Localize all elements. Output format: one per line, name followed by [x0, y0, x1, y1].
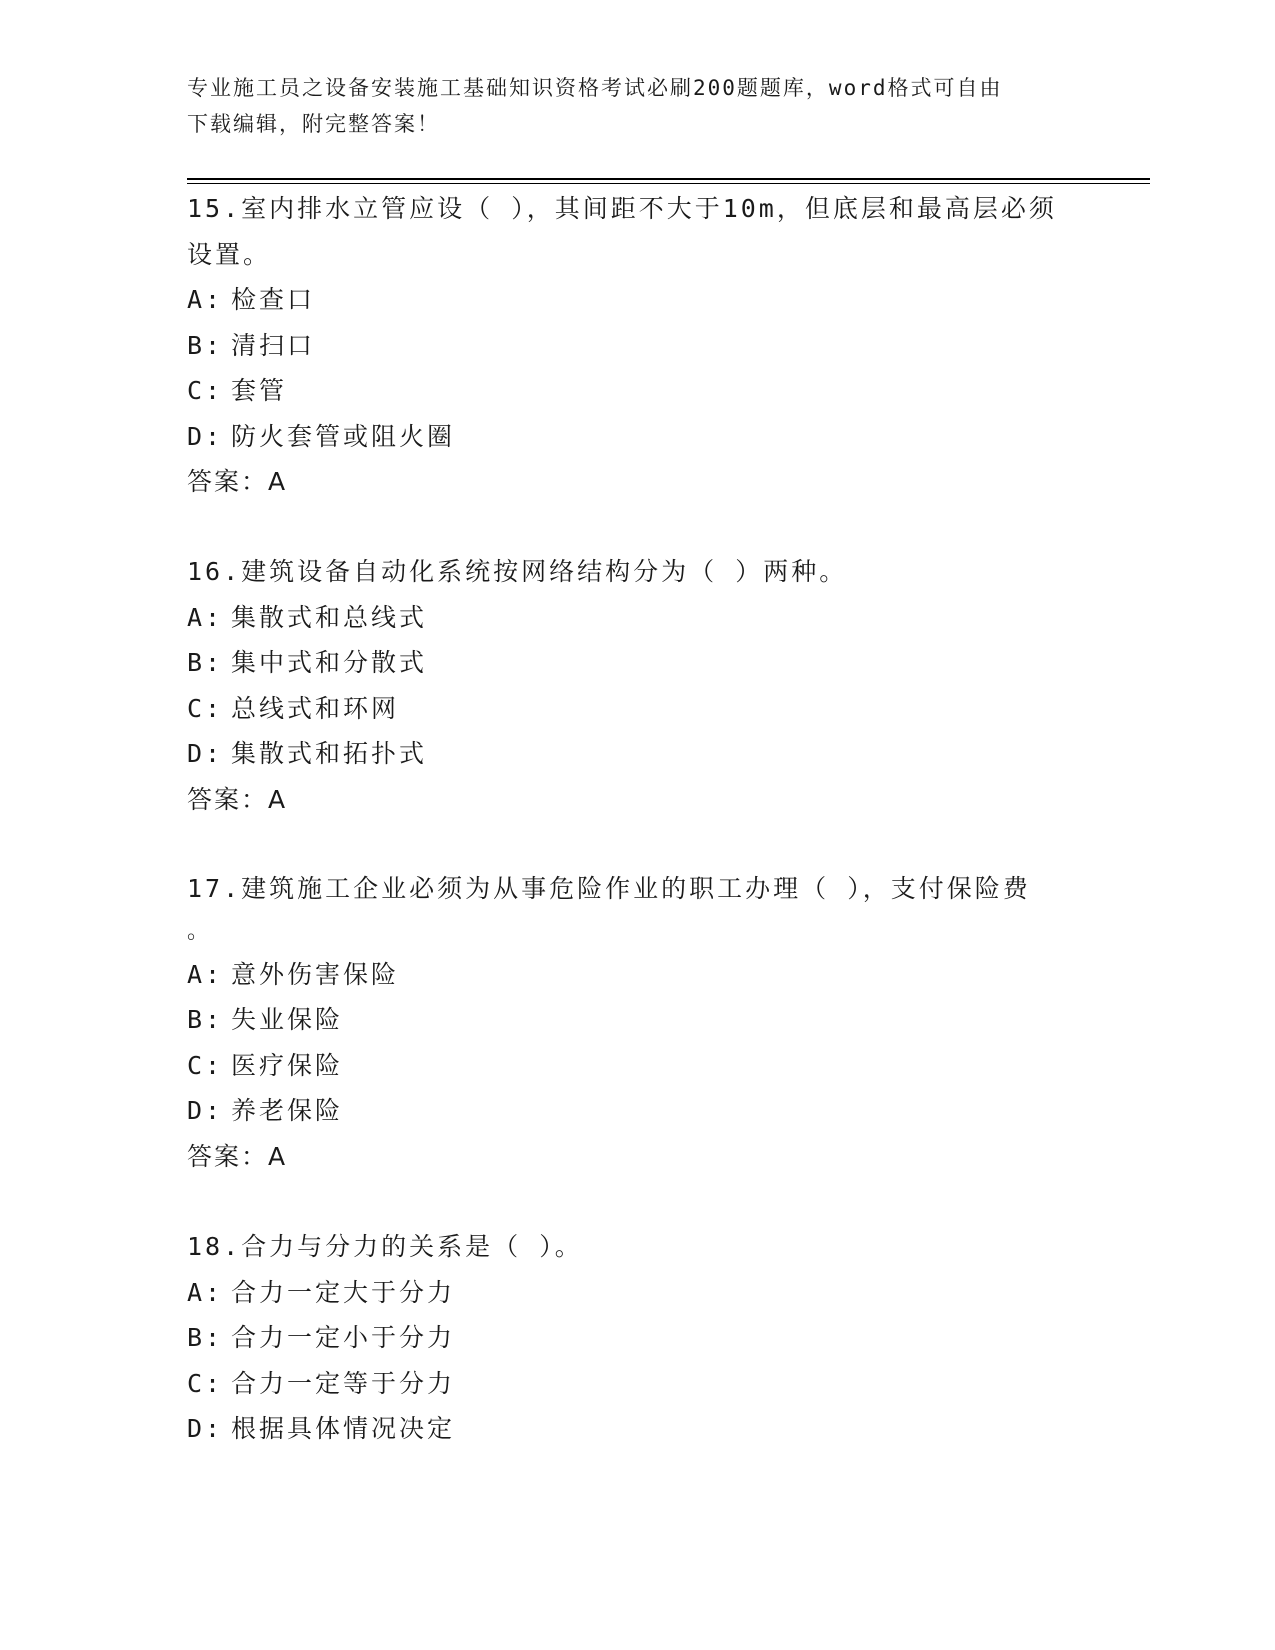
header-divider-thick [187, 178, 1150, 180]
option-a [187, 277, 1087, 323]
option-letter: B: [187, 1323, 224, 1352]
option-b [187, 640, 1087, 686]
option-d [187, 1088, 1087, 1134]
option-letter: D: [187, 421, 224, 451]
question-stem-line-1: 17.建筑施工企业必须为从事危险作业的职工办理（ ），支付保险费 [187, 874, 1031, 903]
answer-line: 答案：A [187, 467, 288, 496]
option-text: 防火套管或阻火圈 [231, 421, 456, 451]
option-letter: C: [187, 376, 224, 405]
document-header [187, 70, 1087, 142]
header-line-2: 下载编辑，附完整答案！ [187, 112, 440, 136]
question-15 [187, 186, 1087, 505]
option-a [187, 1270, 1087, 1316]
question-stem-line-2: 设置。 [187, 239, 272, 269]
option-letter: B: [187, 330, 224, 360]
option-text: 集中式和分散式 [231, 648, 428, 677]
option-letter: B: [187, 648, 224, 677]
option-text: 养老保险 [231, 1096, 344, 1125]
option-c [187, 1361, 1087, 1407]
option-text: 根据具体情况决定 [231, 1414, 456, 1443]
header-line-1: 专业施工员之设备安装施工基础知识资格考试必刷200题题库，word格式可自由 [187, 76, 1003, 100]
option-letter: D: [187, 1414, 224, 1443]
option-text: 合力一定等于分力 [231, 1368, 456, 1398]
option-a [187, 595, 1087, 641]
option-c [187, 368, 1087, 414]
option-text: 合力一定小于分力 [231, 1323, 456, 1352]
option-letter: A: [187, 1277, 224, 1307]
option-letter: C: [187, 1368, 224, 1398]
option-letter: B: [187, 1005, 224, 1034]
option-b [187, 323, 1087, 369]
question-16 [187, 549, 1087, 822]
question-stem-line-1: 18.合力与分力的关系是（ ）。 [187, 1232, 583, 1261]
option-c [187, 1043, 1087, 1089]
answer-line: 答案：A [187, 784, 288, 814]
option-letter: C: [187, 693, 224, 723]
question-17 [187, 866, 1087, 1179]
option-text: 集散式和总线式 [231, 602, 428, 632]
question-stem-line-2: 。 [187, 918, 213, 944]
option-text: 合力一定大于分力 [231, 1277, 456, 1307]
option-text: 集散式和拓扑式 [231, 739, 428, 768]
header-divider-thin [187, 183, 1150, 184]
option-text: 失业保险 [231, 1005, 344, 1034]
option-text: 总线式和环网 [231, 693, 400, 723]
option-a [187, 952, 1087, 998]
option-text: 医疗保险 [231, 1050, 344, 1080]
option-letter: A: [187, 285, 224, 314]
option-text: 检查口 [231, 285, 316, 314]
option-letter: D: [187, 1096, 224, 1125]
question-18 [187, 1224, 1087, 1452]
option-letter: D: [187, 739, 224, 768]
option-c [187, 686, 1087, 732]
question-stem-line-1: 16.建筑设备自动化系统按网络结构分为（ ）两种。 [187, 557, 848, 586]
question-stem-line-1: 15.室内排水立管应设（ ），其间距不大于10m，但底层和最高层必须 [187, 194, 1057, 223]
option-text: 意外伤害保险 [231, 959, 400, 989]
option-letter: A: [187, 959, 224, 989]
option-text: 套管 [231, 376, 288, 405]
option-b [187, 1315, 1087, 1361]
option-text: 清扫口 [231, 330, 316, 360]
option-d [187, 1406, 1087, 1452]
option-d [187, 414, 1087, 460]
option-d [187, 731, 1087, 777]
option-letter: A: [187, 602, 224, 632]
option-b [187, 997, 1087, 1043]
option-letter: C: [187, 1050, 224, 1080]
answer-line: 答案：A [187, 1141, 288, 1171]
